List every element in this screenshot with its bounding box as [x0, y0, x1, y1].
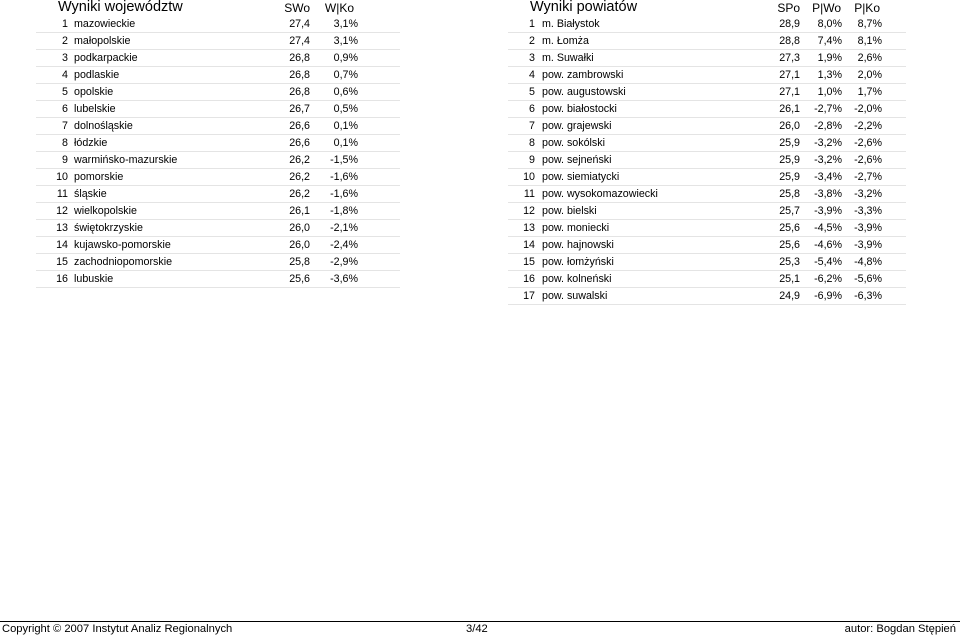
- cell-name: m. Łomża: [542, 35, 589, 47]
- cell-name: kujawsko-pomorskie: [74, 239, 171, 251]
- table-row: [508, 220, 906, 237]
- cell-v1: 25,7: [779, 205, 800, 217]
- cell-name: śląskie: [74, 188, 107, 200]
- voivodeship-results-table: [36, 0, 400, 288]
- cell-rank: 14: [56, 239, 68, 251]
- cell-v1: 26,6: [289, 137, 310, 149]
- column-header-wko: W|Ko: [324, 1, 354, 15]
- column-header-swo: SWo: [284, 1, 310, 15]
- cell-name: warmińsko-mazurskie: [74, 154, 178, 166]
- cell-v2: -4,5%: [814, 222, 842, 234]
- cell-v1: 26,2: [289, 154, 310, 166]
- cell-rank: 3: [529, 52, 535, 64]
- cell-name: podlaskie: [74, 69, 120, 81]
- cell-v3: -3,9%: [854, 222, 882, 234]
- table-row: [508, 118, 906, 135]
- cell-rank: 1: [62, 18, 68, 30]
- cell-name: pow. suwalski: [542, 290, 608, 302]
- table-header: [508, 0, 906, 16]
- cell-name: pow. sejneński: [542, 154, 612, 166]
- cell-v2: -3,6%: [330, 273, 358, 285]
- cell-v1: 26,7: [289, 103, 310, 115]
- table-row: [36, 220, 400, 237]
- cell-v3: -3,3%: [854, 205, 882, 217]
- cell-rank: 11: [56, 188, 68, 200]
- table-header: [36, 0, 400, 16]
- copyright-text: Copyright © 2007 Instytut Analiz Regionalnych: [2, 623, 233, 635]
- cell-v1: 25,8: [289, 256, 310, 268]
- table-row: [36, 152, 400, 169]
- cell-v2: -3,4%: [814, 171, 842, 183]
- column-header-pwo: P|Wo: [812, 1, 841, 15]
- cell-v2: -2,4%: [330, 239, 358, 251]
- cell-v2: 0,9%: [333, 52, 358, 64]
- cell-rank: 10: [523, 171, 535, 183]
- cell-name: dolnośląskie: [74, 120, 133, 132]
- cell-v1: 26,2: [289, 171, 310, 183]
- cell-v2: -3,2%: [814, 137, 842, 149]
- table-title: Wyniki województw: [58, 0, 183, 15]
- cell-v1: 27,3: [779, 52, 800, 64]
- cell-name: mazowieckie: [74, 18, 136, 30]
- cell-v1: 26,6: [289, 120, 310, 132]
- cell-v1: 27,4: [289, 35, 310, 47]
- cell-v2: -6,2%: [814, 273, 842, 285]
- cell-v2: -2,9%: [330, 256, 358, 268]
- cell-name: pow. augustowski: [542, 86, 626, 98]
- cell-name: podkarpackie: [74, 52, 138, 64]
- cell-rank: 7: [62, 120, 68, 132]
- cell-v2: 8,0%: [817, 18, 842, 30]
- cell-name: pow. bielski: [542, 205, 597, 217]
- cell-rank: 15: [523, 256, 535, 268]
- cell-v1: 26,0: [779, 120, 800, 132]
- cell-name: opolskie: [74, 86, 114, 98]
- table-row: [508, 135, 906, 152]
- cell-v2: -3,8%: [814, 188, 842, 200]
- cell-rank: 6: [529, 103, 535, 115]
- cell-v3: -2,6%: [854, 154, 882, 166]
- cell-rank: 5: [62, 86, 68, 98]
- cell-name: pow. białostocki: [542, 103, 617, 115]
- cell-rank: 3: [62, 52, 68, 64]
- cell-name: pomorskie: [74, 171, 124, 183]
- cell-name: pow. zambrowski: [542, 69, 624, 81]
- cell-v1: 25,9: [779, 154, 800, 166]
- table-row: [36, 67, 400, 84]
- cell-v1: 26,8: [289, 52, 310, 64]
- cell-v1: 27,4: [289, 18, 310, 30]
- table-row: [36, 169, 400, 186]
- cell-v2: -1,5%: [330, 154, 358, 166]
- cell-v1: 26,2: [289, 188, 310, 200]
- cell-v3: -2,2%: [854, 120, 882, 132]
- cell-v1: 26,1: [289, 205, 310, 217]
- table-row: [36, 101, 400, 118]
- cell-rank: 9: [62, 154, 68, 166]
- cell-v2: -3,9%: [814, 205, 842, 217]
- cell-v1: 26,0: [289, 222, 310, 234]
- cell-rank: 16: [523, 273, 535, 285]
- cell-rank: 4: [62, 69, 68, 81]
- table-row: [508, 50, 906, 67]
- table-row: [508, 203, 906, 220]
- cell-v3: -5,6%: [854, 273, 882, 285]
- cell-v1: 24,9: [779, 290, 800, 302]
- cell-rank: 2: [529, 35, 535, 47]
- table-row: [36, 50, 400, 67]
- table-row: [508, 101, 906, 118]
- cell-name: pow. sokólski: [542, 137, 605, 149]
- county-results-table: [508, 0, 906, 305]
- table-row: [508, 288, 906, 305]
- cell-v1: 26,0: [289, 239, 310, 251]
- table-row: [36, 203, 400, 220]
- cell-v2: 3,1%: [333, 18, 358, 30]
- cell-rank: 8: [529, 137, 535, 149]
- cell-rank: 1: [529, 18, 535, 30]
- cell-name: świętokrzyskie: [74, 222, 143, 234]
- cell-name: pow. kolneński: [542, 273, 612, 285]
- cell-rank: 17: [523, 290, 535, 302]
- cell-name: pow. grajewski: [542, 120, 612, 132]
- table-title: Wyniki powiatów: [530, 0, 638, 15]
- author-text: autor: Bogdan Stępień: [844, 623, 956, 635]
- cell-v2: 0,1%: [333, 137, 358, 149]
- cell-v3: -2,7%: [854, 171, 882, 183]
- cell-rank: 5: [529, 86, 535, 98]
- cell-v1: 25,3: [779, 256, 800, 268]
- cell-v2: -4,6%: [814, 239, 842, 251]
- cell-rank: 8: [62, 137, 68, 149]
- cell-v2: -1,8%: [330, 205, 358, 217]
- column-header-spo: SPo: [777, 1, 800, 15]
- cell-rank: 9: [529, 154, 535, 166]
- cell-v3: 2,6%: [857, 52, 882, 64]
- cell-name: pow. moniecki: [542, 222, 610, 234]
- table-row: [508, 169, 906, 186]
- cell-v1: 27,1: [779, 69, 800, 81]
- cell-v2: -1,6%: [330, 188, 358, 200]
- cell-v1: 26,8: [289, 69, 310, 81]
- cell-v1: 28,9: [779, 18, 800, 30]
- cell-v1: 25,6: [779, 239, 800, 251]
- page-number: 3/42: [466, 623, 488, 635]
- cell-v2: -2,1%: [330, 222, 358, 234]
- table-row: [36, 16, 400, 33]
- cell-rank: 13: [56, 222, 68, 234]
- cell-rank: 14: [523, 239, 535, 251]
- cell-v2: 0,7%: [333, 69, 358, 81]
- table-row: [508, 33, 906, 50]
- cell-v1: 26,1: [779, 103, 800, 115]
- cell-v2: -3,2%: [814, 154, 842, 166]
- table-row: [36, 237, 400, 254]
- cell-v2: 1,9%: [817, 52, 842, 64]
- table-row: [508, 152, 906, 169]
- cell-v1: 27,1: [779, 86, 800, 98]
- cell-v3: -4,8%: [854, 256, 882, 268]
- cell-name: lubuskie: [74, 273, 114, 285]
- cell-v2: -5,4%: [814, 256, 842, 268]
- cell-rank: 13: [523, 222, 535, 234]
- cell-v2: 1,0%: [817, 86, 842, 98]
- cell-v1: 25,9: [779, 171, 800, 183]
- cell-rank: 6: [62, 103, 68, 115]
- table-row: [508, 67, 906, 84]
- cell-name: małopolskie: [74, 35, 131, 47]
- cell-v1: 25,8: [779, 188, 800, 200]
- table-row: [36, 84, 400, 101]
- cell-v2: 0,5%: [333, 103, 358, 115]
- column-header-pko: P|Ko: [854, 1, 880, 15]
- table-row: [36, 118, 400, 135]
- cell-v2: -2,8%: [814, 120, 842, 132]
- cell-rank: 7: [529, 120, 535, 132]
- table-row: [36, 254, 400, 271]
- cell-name: pow. wysokomazowiecki: [542, 188, 658, 200]
- cell-v1: 25,9: [779, 137, 800, 149]
- cell-v3: -2,0%: [854, 103, 882, 115]
- cell-v1: 25,6: [289, 273, 310, 285]
- cell-v2: -1,6%: [330, 171, 358, 183]
- cell-v3: 1,7%: [857, 86, 882, 98]
- cell-v3: 8,1%: [857, 35, 882, 47]
- table-row: [36, 135, 400, 152]
- cell-name: lubelskie: [74, 103, 116, 115]
- cell-rank: 16: [56, 273, 68, 285]
- page-footer: [0, 621, 960, 637]
- cell-v3: -2,6%: [854, 137, 882, 149]
- table-row: [508, 271, 906, 288]
- cell-v3: 8,7%: [857, 18, 882, 30]
- cell-v1: 25,1: [779, 273, 800, 285]
- table-row: [508, 84, 906, 101]
- cell-v2: 7,4%: [817, 35, 842, 47]
- cell-rank: 2: [62, 35, 68, 47]
- table-row: [508, 186, 906, 203]
- cell-name: pow. siemiatycki: [542, 171, 620, 183]
- cell-v1: 28,8: [779, 35, 800, 47]
- cell-v1: 25,6: [779, 222, 800, 234]
- table-row: [36, 33, 400, 50]
- cell-v1: 26,8: [289, 86, 310, 98]
- table-row: [36, 186, 400, 203]
- cell-name: m. Białystok: [542, 18, 600, 30]
- cell-v2: 0,1%: [333, 120, 358, 132]
- cell-v2: -2,7%: [814, 103, 842, 115]
- table-row: [36, 271, 400, 288]
- table-row: [508, 237, 906, 254]
- cell-name: pow. hajnowski: [542, 239, 614, 251]
- cell-rank: 10: [56, 171, 68, 183]
- table-row: [508, 16, 906, 33]
- cell-name: zachodniopomorskie: [74, 256, 173, 268]
- cell-v3: 2,0%: [857, 69, 882, 81]
- cell-rank: 4: [529, 69, 535, 81]
- cell-name: pow. łomżyński: [542, 256, 614, 268]
- cell-v3: -3,2%: [854, 188, 882, 200]
- cell-rank: 12: [523, 205, 535, 217]
- cell-name: łódzkie: [74, 137, 108, 149]
- cell-rank: 11: [523, 188, 535, 200]
- cell-v2: 0,6%: [333, 86, 358, 98]
- cell-v3: -6,3%: [854, 290, 882, 302]
- cell-name: wielkopolskie: [74, 205, 137, 217]
- cell-v2: -6,9%: [814, 290, 842, 302]
- cell-rank: 12: [56, 205, 68, 217]
- table-body: [36, 16, 400, 288]
- cell-v2: 3,1%: [333, 35, 358, 47]
- cell-rank: 15: [56, 256, 68, 268]
- table-row: [508, 254, 906, 271]
- cell-name: m. Suwałki: [542, 52, 594, 64]
- cell-v3: -3,9%: [854, 239, 882, 251]
- cell-v2: 1,3%: [817, 69, 842, 81]
- table-body: [508, 16, 906, 305]
